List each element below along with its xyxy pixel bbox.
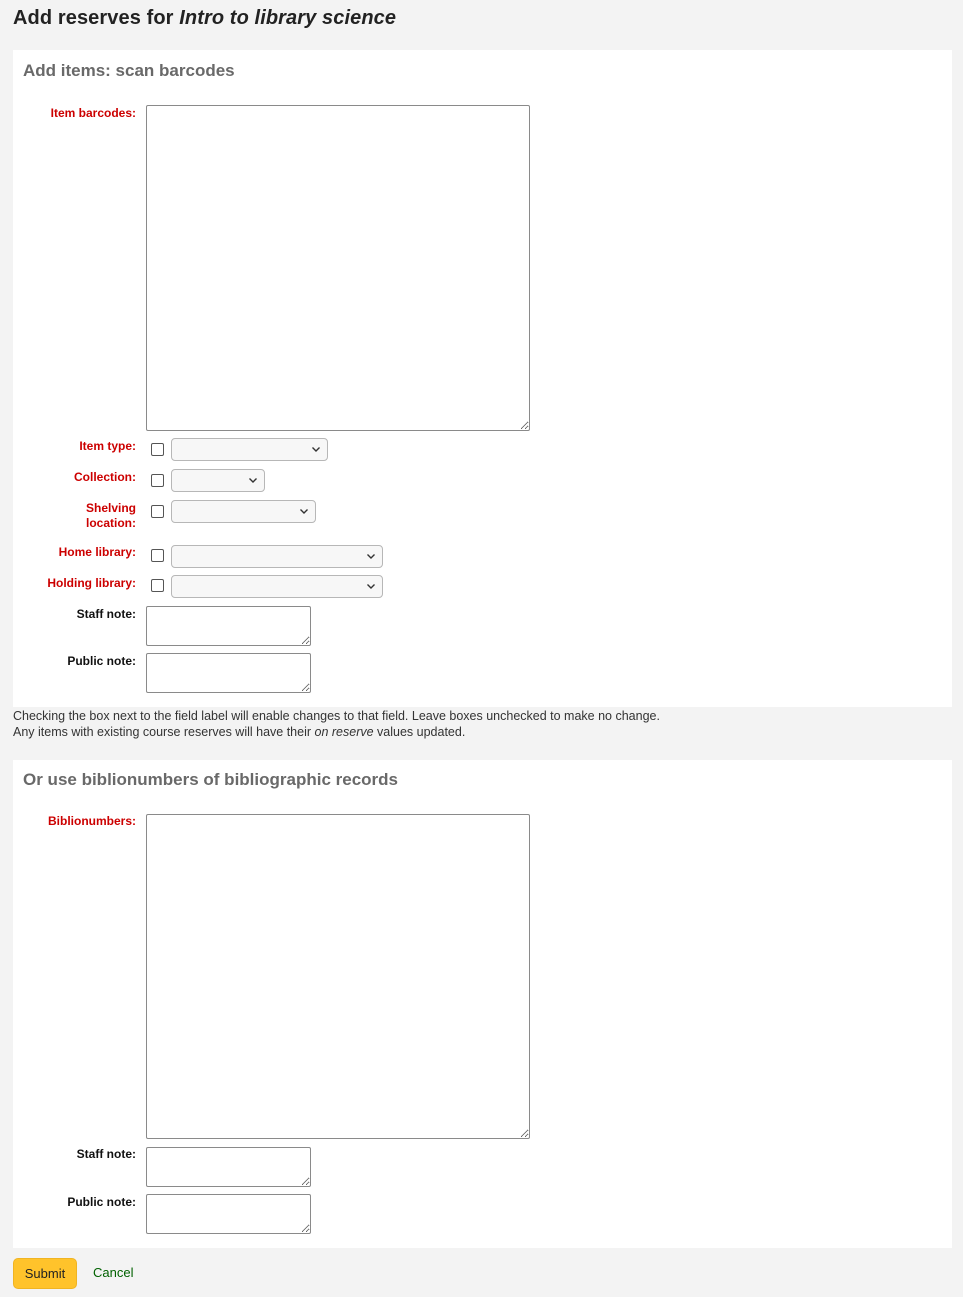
public-note-label: Public note: — [67, 654, 136, 668]
biblio-staff-note-textarea[interactable] — [146, 1147, 311, 1187]
submit-button[interactable]: Submit — [13, 1258, 77, 1289]
biblionumbers-panel — [13, 760, 952, 1248]
shelving-location-label — [13, 501, 136, 531]
chevron-down-icon — [248, 474, 258, 486]
page-title — [13, 4, 396, 32]
collection-label: Collection: — [74, 470, 136, 484]
chevron-down-icon — [311, 443, 321, 455]
home-library-label: Home library: — [58, 545, 136, 559]
help-text-line2 — [13, 724, 465, 740]
item-type-select[interactable] — [171, 438, 328, 461]
page-title-course: Intro to library science — [179, 7, 397, 29]
item-barcodes-textarea[interactable] — [146, 105, 530, 431]
public-note-textarea[interactable] — [146, 653, 311, 693]
biblionumbers-label: Biblionumbers: — [47, 814, 136, 828]
cancel-link[interactable]: Cancel — [93, 1265, 134, 1280]
biblio-public-note-textarea[interactable] — [146, 1194, 311, 1234]
shelving-location-select[interactable] — [171, 500, 316, 523]
biblionumbers-section-heading: Or use biblionumbers of bibliographic records — [23, 770, 398, 789]
home-library-select[interactable] — [171, 545, 383, 568]
biblio-public-note-label: Public note: — [67, 1195, 136, 1209]
item-type-checkbox[interactable] — [151, 443, 164, 456]
help-text-line1: Checking the box next to the field label will enable changes to that field. Leave boxes unchecked to make no change. — [13, 709, 660, 723]
chevron-down-icon — [299, 505, 309, 517]
staff-note-textarea[interactable] — [146, 606, 311, 646]
holding-library-checkbox[interactable] — [151, 579, 164, 592]
collection-select[interactable] — [171, 469, 265, 492]
help-line2-prefix: Any items with existing course reserves will have their — [13, 725, 315, 739]
chevron-down-icon — [366, 550, 376, 562]
collection-checkbox[interactable] — [151, 474, 164, 487]
help-line2-suffix: values updated. — [373, 725, 466, 739]
shelving-location-label-line1: Shelving — [85, 501, 136, 515]
biblionumbers-textarea[interactable] — [146, 814, 530, 1139]
item-type-label: Item type: — [79, 439, 136, 453]
item-barcodes-label: Item barcodes: — [50, 106, 136, 120]
biblio-staff-note-label: Staff note: — [76, 1147, 136, 1161]
holding-library-select[interactable] — [171, 575, 383, 598]
page-title-prefix: Add reserves for — [13, 7, 180, 29]
holding-library-label: Holding library: — [47, 576, 136, 590]
shelving-location-label-line2: location: — [86, 516, 136, 530]
barcodes-panel — [13, 50, 952, 707]
help-line2-emphasis: on reserve — [314, 725, 374, 739]
home-library-checkbox[interactable] — [151, 549, 164, 562]
chevron-down-icon — [366, 580, 376, 592]
barcodes-section-heading: Add items: scan barcodes — [23, 61, 235, 80]
staff-note-label: Staff note: — [76, 607, 136, 621]
shelving-location-checkbox[interactable] — [151, 505, 164, 518]
